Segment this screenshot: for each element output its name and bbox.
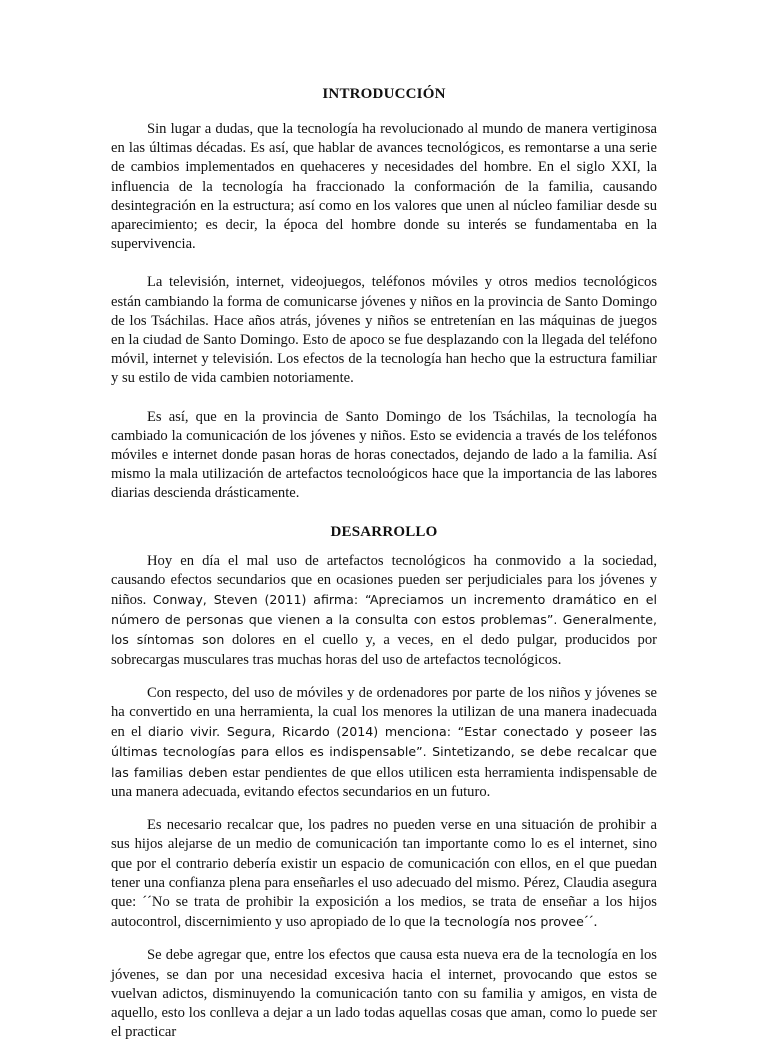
desarrollo-paragraph-1: [111, 552, 657, 670]
intro-heading: INTRODUCCIÓN: [322, 86, 446, 102]
desarrollo-p3-text-end: ´´.: [583, 914, 598, 931]
desarrollo-paragraph-3: [111, 816, 657, 932]
desarrollo-p3-citation: la tecnología nos provee: [429, 914, 584, 930]
desarrollo-paragraph-4: Se debe agregar que, entre los efectos que causa esta nueva era de la tecnología en los jóvenes, se dan por una necesidad excesiva hacia el internet, provocando que estos se vuelvan adictos, disminuyendo la comunicación tanto con su familia y amigos, en vista de aquello, esto los conlleva a dejar a un lado todas aquellas cosas que aman, como lo puede ser el practicar: [111, 947, 657, 1041]
document-body: [111, 86, 657, 1042]
desarrollo-p2-text-end: estar pendientes de que ellos utilicen esta herramienta indispensable de una manera adecuada, evitando efectos secundarios en un futuro.: [111, 764, 657, 800]
intro-paragraph-3: Es así, que en la provincia de Santo Domingo de los Tsáchilas, la tecnología ha cambiado la comunicación de los jóvenes y niños. Esto se evidencia a través de los teléfonos móviles e internet donde pasan horas de horas conectados, dejando de lado a la familia. Así mismo la mala utilización de artefactos tecnoloógicos hace que la importancia de las labores diarias descienda drásticamente.: [111, 408, 657, 502]
desarrollo-p2-citation: diario vivir. Segura, Ricardo (2014) mencionа: “Estar conectado y poseer las últimas tecnologías para ellos es indispensable”. Sintetizando, se debe recalcar que las familias deben: [111, 724, 657, 780]
desarrollo-p1-text: Hoy en día el mal uso de artefactos tecnológicos ha conmovido a la sociedad, causando efectos secundarios que en ocasiones pueden ser perjudiciales para los jóvenes y niños.: [111, 552, 657, 609]
desarrollo-p1-citation: Conway, Steven (2011) afirma: “Apreciamos un incremento dramático en el número de personas que vienen a la consulta con estos problemas”. Generalmente, los síntomas son: [111, 592, 658, 648]
desarrollo-p3-text: Es necesario recalcar que, los padres no pueden verse en una situación de prohibir a sus hijos alejarse de un medio de comunicación tan importante como lo es el internet, sino que por el contrario debería existir un espacio de comunicación con ellos, en el que puedan tener una confianza plena para enseñarles el uso adecuado del mismo. Pérez, Claudia asegura que: ´´No se trata de prohibir la exposición a los medios, se trata de enseñar a los hijos autocontrol, discernimiento y uso apropiado de lo que: [111, 817, 657, 931]
desarrollo-p2-text: Con respecto, del uso de móviles y de ordenadores por parte de los niños y jóvenes se ha convertido en una herramienta, la cual los menores la utilizan de una manera inadecuada en el: [111, 684, 657, 741]
desarrollo-p1-text-end: dolores en el cuello y, a veces, en el dedo pulgar, producidos por sobrecargas musculares tras muchas horas del uso de artefactos tecnológicos.: [111, 632, 657, 668]
intro-paragraph-2: La televisión, internet, videojuegos, teléfonos móviles y otros medios tecnológicos están cambiando la forma de comunicarse jóvenes y niños en la provincia de Santo Domingo de los Tsáchilas. Hace años atrás, jóvenes y niños se entretenían en las máquinas de juegos en la ciudad de Santo Domingo. Esto de apoco se fue desplazando con la llegada del teléfono móvil, internet y televisión. Los efectos de la tecnología han hecho que la estructura familiar y su estilo de vida cambien notoriamente.: [111, 274, 657, 387]
desarrollo-heading: DESARROLLO: [330, 523, 438, 540]
intro-paragraph-1: Sin lugar a dudas, que la tecnología ha revolucionado al mundo de manera vertiginosa en las últimas décadas. Es así, que hablar de avances tecnológicos, es remontarse a una serie de cambios implementados en quehaceres y necesidades del hombre. En el siglo XXI, la influencia de la tecnología ha fraccionado la conformación de la familia, causando desintegración en la estructura; así como en los valores que unen al núcleo familiar desde su aparecimiento; es decir, la época del hombre donde su interés se fundamentaba en la supervivencia.: [111, 121, 657, 253]
desarrollo-paragraph-2: [111, 684, 657, 802]
